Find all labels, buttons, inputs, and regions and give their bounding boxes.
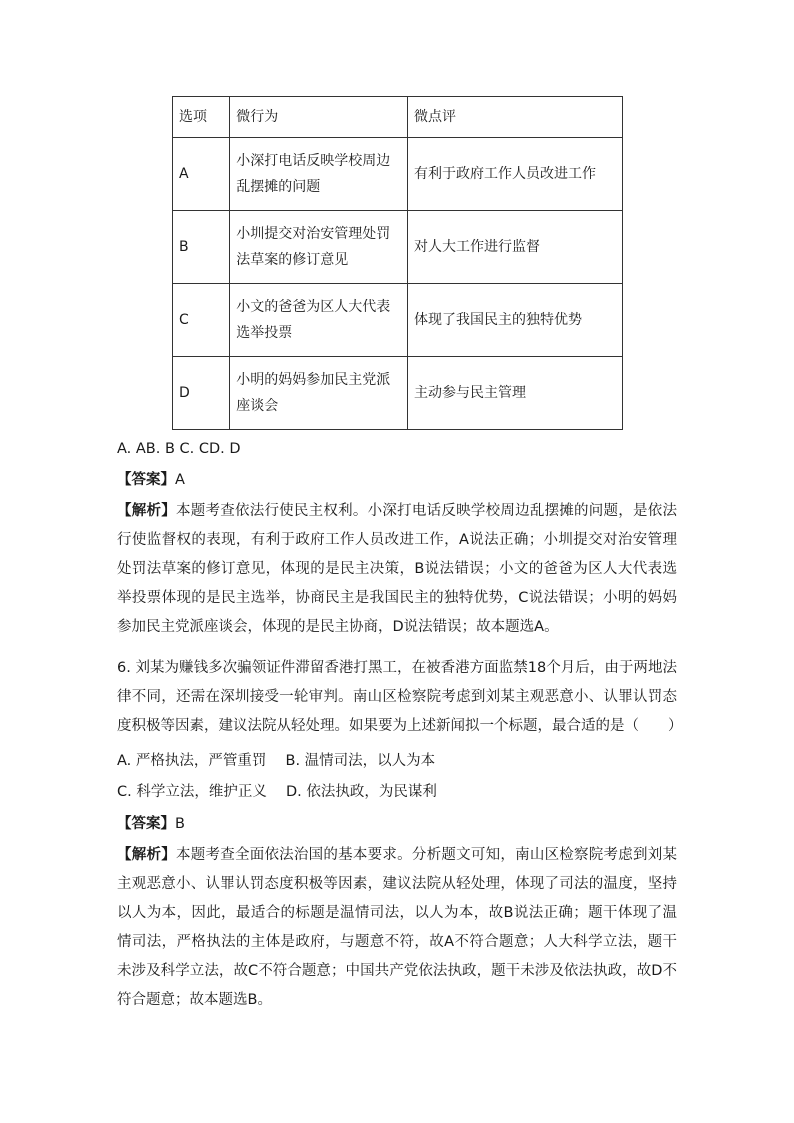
header-behavior: 微行为 bbox=[230, 97, 408, 138]
header-option: 选项 bbox=[173, 97, 230, 138]
cell-option: C bbox=[173, 284, 230, 357]
analysis-label: 【解析】 bbox=[117, 503, 176, 519]
cell-option: A bbox=[173, 138, 230, 211]
table-row bbox=[173, 211, 623, 284]
q6-answer bbox=[117, 814, 185, 834]
table-row bbox=[173, 357, 623, 430]
table-row bbox=[173, 284, 623, 357]
header-comment: 微点评 bbox=[408, 97, 623, 138]
analysis-label: 【解析】 bbox=[117, 847, 176, 863]
q5-answer bbox=[117, 470, 185, 490]
cell-comment: 体现了我国民主的独特优势 bbox=[408, 284, 623, 357]
answer-value: B bbox=[175, 816, 185, 832]
q6-stem: 6. 刘某为赚钱多次骗领证件滞留香港打黑工，在被香港方面监禁18个月后，由于两地法律不同，还需在深圳接受一轮审判。南山区检察院考虑到刘某主观恶意小、认罪认罚态度积极等因素，建议法院从轻处理。如果要为上述新闻拟一个标题，最合适的是（ ） bbox=[117, 660, 683, 734]
table-row bbox=[173, 138, 623, 211]
table-header-row bbox=[173, 97, 623, 138]
q5-options-line: A. AB. B C. CD. D bbox=[117, 441, 241, 457]
cell-comment: 主动参与民主管理 bbox=[408, 357, 623, 430]
cell-behavior: 小深打电话反映学校周边乱摆摊的问题 bbox=[230, 138, 408, 211]
analysis-text: 本题考查全面依法治国的基本要求。分析题文可知，南山区检察院考虑到刘某主观恶意小、认罪认罚态度积极等因素，建议法院从轻处理，体现了司法的温度，坚持以人为本，因此，最适合的标题是温情司法，以人为本，故B说法正确；题干体现了温情司法，严格执法的主体是政府，与题意不符，故A不符合题意；人大科学立法，题干未涉及科学立法，故C不符合题意；中国共产党依法执政，题干未涉及依法执政，故D不符合题意；故本题选B。 bbox=[117, 847, 678, 1008]
cell-comment: 有利于政府工作人员改进工作 bbox=[408, 138, 623, 211]
analysis-text: 本题考查依法行使民主权利。小深打电话反映学校周边乱摆摊的问题，是依法行使监督权的表现，有利于政府工作人员改进工作，A说法正确；小圳提交对治安管理处罚法草案的修订意见，体现的是民主决策，B说法错误；小文的爸爸为区人大代表选举投票体现的是民主选举，协商民主是我国民主的独特优势，C说法错误；小明的妈妈参加民主党派座谈会，体现的是民主协商，D说法错误；故本题选A。 bbox=[117, 503, 678, 635]
cell-option: D bbox=[173, 357, 230, 430]
answer-value: A bbox=[175, 472, 185, 488]
cell-behavior: 小明的妈妈参加民主党派座谈会 bbox=[230, 357, 408, 430]
answer-label: 【答案】 bbox=[117, 816, 175, 832]
cell-behavior: 小文的爸爸为区人大代表选举投票 bbox=[230, 284, 408, 357]
answer-label: 【答案】 bbox=[117, 472, 175, 488]
cell-comment: 对人大工作进行监督 bbox=[408, 211, 623, 284]
cell-option: B bbox=[173, 211, 230, 284]
q6-options-line-2: C. 科学立法，维护正义 D. 依法执政，为民谋利 bbox=[117, 784, 437, 800]
q6-analysis bbox=[117, 841, 677, 1015]
q5-analysis bbox=[117, 497, 677, 642]
cell-behavior: 小圳提交对治安管理处罚法草案的修订意见 bbox=[230, 211, 408, 284]
options-table bbox=[172, 96, 623, 430]
q6-options-line-1: A. 严格执法，严管重罚 B. 温情司法，以人为本 bbox=[117, 753, 436, 769]
